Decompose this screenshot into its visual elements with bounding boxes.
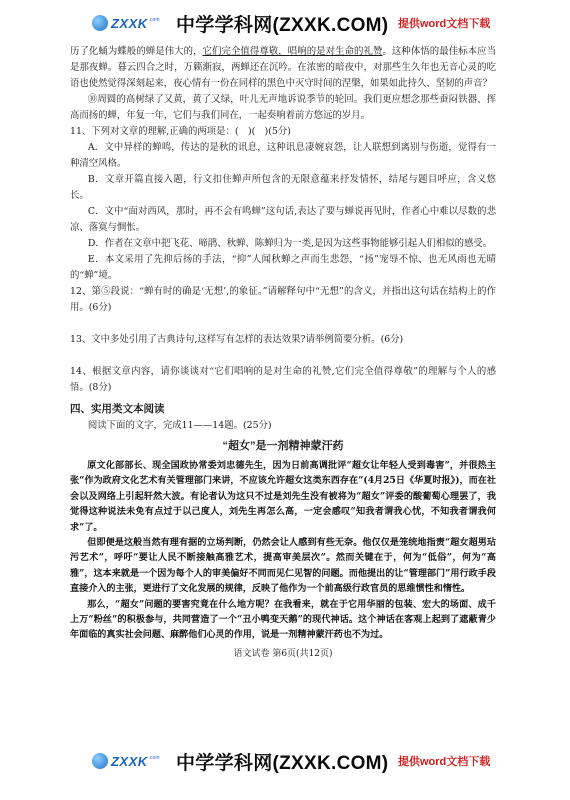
- footer-banner: [0, 746, 570, 776]
- logo-text: ZXXK: [111, 753, 148, 769]
- passage-ending-paragraph: [70, 44, 496, 92]
- underlined-sentence: 它们完全值得尊敬，唱响的是对生命的礼赞: [202, 46, 383, 57]
- passage-paragraph-10: ⑩周圆的高树绿了又黄，黄了又绿，叶儿无声地诉说季节的轮回。我们更应想念那些蚕闷铁器、挥高而扬的蝉，年复一年，它们与我们同在，一起奏响着前方悠远的岁月。: [70, 94, 496, 121]
- article-title: “超女”是一剂精神蒙汗药: [222, 440, 344, 452]
- option-b: B．文章开篇直接入题，行文扣住蝉声所包含的无限意蕴来抒发情怀，结尾与题目呼应，含义悠长。: [70, 174, 496, 201]
- exam-page: [70, 44, 496, 734]
- option-e: E．本文采用了先抑后扬的手法，“抑”人闻秋蝉之声而生悲怨，“扬”宠辱不惊、也无风雨也无晴的“蝉”境。: [70, 254, 496, 281]
- site-name[interactable]: 中学学科网(ZXXK.COM): [176, 15, 389, 36]
- passage-text: 历了化蛹为蝶般的蝉是伟大的，: [70, 46, 203, 57]
- option-c: C．文中“面对西风，那时，再不会有鸣蝉”这句话,表达了要与蝉说再见时，作者心中难以尽数的悲凉、落寞与惆怅。: [70, 206, 496, 233]
- globe-icon: [92, 753, 108, 769]
- download-link[interactable]: 提供word文档下载: [398, 18, 491, 30]
- logo-text: ZXXK: [111, 15, 148, 31]
- article-paragraph-3: 那么，“超女”问题的要害究竟在什么地方呢？在我看来，就在于它用华丽的包装、宏大的场面、成千上万“粉丝”的积极参与，共同营造了一个“丑小鸭变天鹅”的现代神话。这个神话在客观上起到了遮蔽青少年面临的真实社会问题、麻醉他们心灵的作用，说是一剂精神蒙汗药也不为过。: [70, 598, 496, 641]
- passage-text-cont: 。这种体悟的最佳标本应当是那夜蝉。暮云四合之时，万籁渐寂，两蝉还在沉吟。在浓密的暗夜中，对那些生久年也无音心灵的吃语也使然觉得深刻起来，夜心情有一份在同样的黑色中灭守时间的涅槃，如果如此持久、坚韧的声音？: [70, 46, 496, 89]
- page-footer: 语文试卷 第6页(共12页): [233, 648, 333, 659]
- question-14: 14、根据文章内容，请你谈谈对“它们唱响的是对生命的礼赞,它们完全值得尊敬”的理解与个人的感悟。(8分): [70, 366, 496, 393]
- zxxk-logo[interactable]: [92, 12, 160, 34]
- zxxk-logo-bottom[interactable]: [92, 750, 160, 772]
- answer-space: [70, 316, 496, 332]
- option-a: A．文中异样的蝉鸣，传达的是秋的讯息，这种讯息凄婉哀怨，让人联想到离别与伤逝，觉得有一种清空风格。: [70, 142, 496, 169]
- question-13: 13、文中多处引用了古典诗句,这样写有怎样的表达效果?请举例简要分析。(6分): [70, 334, 404, 345]
- answer-space: [70, 348, 496, 364]
- section-instruction: 阅读下面的文字，完成11——14题。(25分): [87, 420, 272, 431]
- site-name-bottom[interactable]: 中学学科网(ZXXK.COM): [176, 753, 389, 774]
- article-paragraph-1: 原文化部部长、现全国政协常委刘忠德先生，因为日前高调批评“超女让年轻人受到毒害”，并很热主张“作为政府文化艺术有关管理部门来讲，不应该允许超女这类东西存在”(4月25日《华夏时报》)，而在社会以及网络上引起轩然大波。有论者认为这只不过是刘先生没有被将为“超女”评委的酸葡萄心理罢了，我觉得这种说法未免有点过于以己度人，刘先生再怎么高，一定会感叹“知我者谓我心忧，不知我者谓我何求”了。: [70, 460, 496, 533]
- section-heading: 四、实用类文本阅读: [70, 403, 165, 415]
- option-d: D．作者在文章中把飞花、啼鹃、秋蝉、陈蝉归为一类,是因为这些事物能够引起人们相似的感受。: [87, 238, 493, 249]
- article-paragraph-2: 但即便是这般当然有理有据的立场判断，仍然会让人感到有些无奈。他仅仅是笼统地指责“超女超男玷污艺术”，呼吁“要让人民不断接触高雅艺术，提高审美层次”。然而关键在于，何为“低俗”，何为“高雅”，这本来就是一个因为每个人的审美偏好不同而见仁见智的问题。而他提出的让“管理部门”用行政手段直接介入的主张，更进行了文化发展的规律，反映了他作为一个前高级行政官员的思维惯性和惰性。: [70, 537, 496, 595]
- logo-sub: .com: [148, 755, 160, 761]
- globe-icon: [92, 15, 108, 31]
- logo-sub: .com: [148, 17, 160, 23]
- question-11-stem: 11、下列对文章的理解,正确的两项是：( )( )(5分): [70, 126, 291, 137]
- question-12: 12、第⑤段说：“蝉有时的确是‘无想’,的象征。”请解释句中“无想”的含义，并指出这句话在结构上的作用。(6分): [70, 286, 496, 313]
- download-link-bottom[interactable]: 提供word文档下载: [398, 756, 491, 768]
- header-banner: [0, 8, 570, 38]
